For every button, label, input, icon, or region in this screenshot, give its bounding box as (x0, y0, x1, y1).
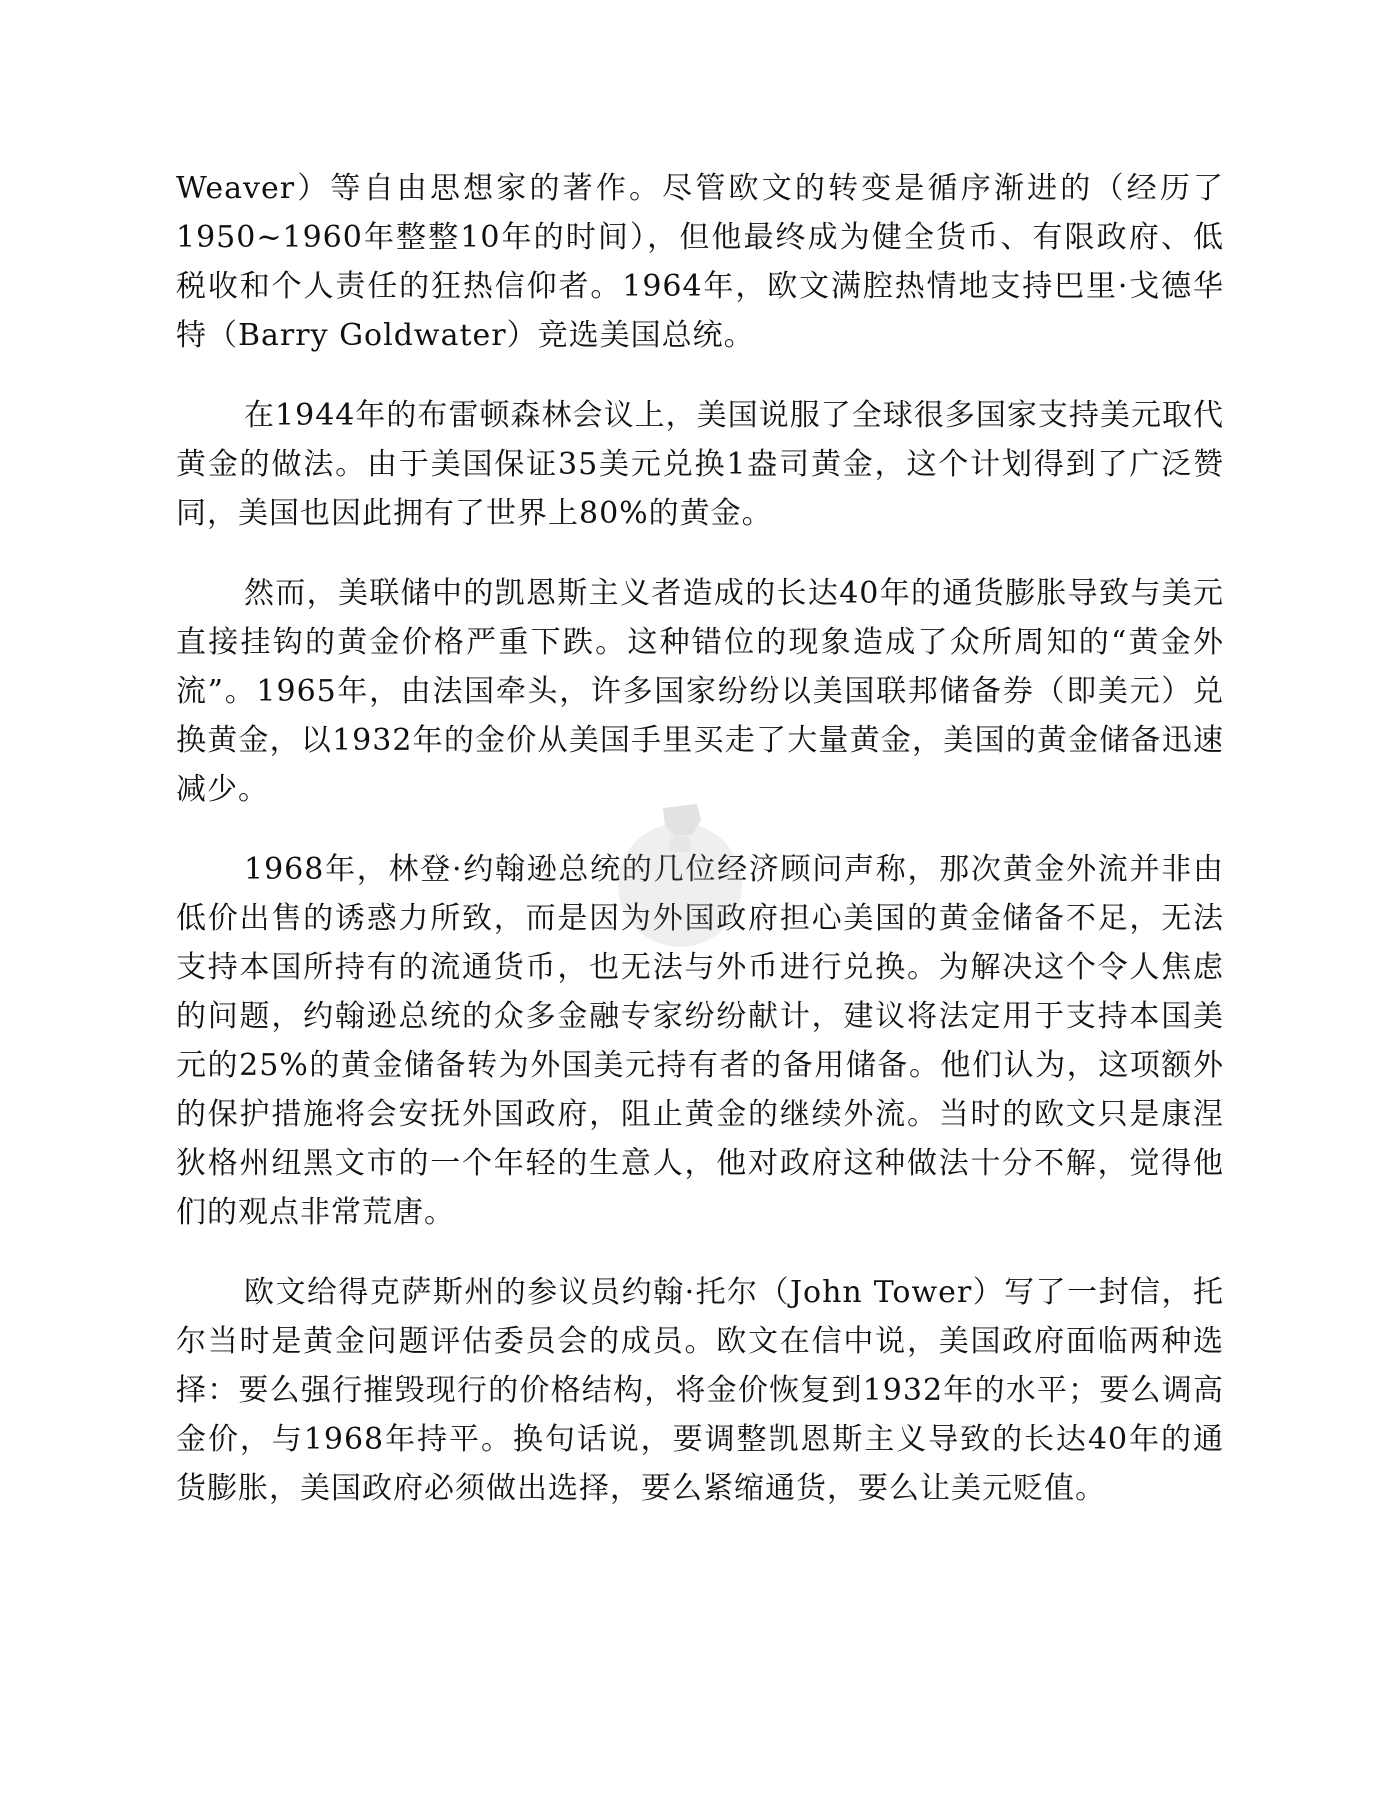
paragraph-1: Weaver）等自由思想家的著作。尽管欧文的转变是循序渐进的（经历了1950~1960年整整10年的时间），但他最终成为健全货币、有限政府、低税收和个人责任的狂热信仰者。1964年，欧文满腔热情地支持巴里·戈德华特（Barry Goldwater）竞选美国总统。 (176, 171, 1224, 353)
paragraph-4: 1968年，林登·约翰逊总统的几位经济顾问声称，那次黄金外流并非由低价出售的诱惑力所致，而是因为外国政府担心美国的黄金储备不足，无法支持本国所持有的流通货币，也无法与外币进行兑换。为解决这个令人焦虑的问题，约翰逊总统的众多金融专家纷纷献计，建议将法定用于支持本国美元的25%的黄金储备转为外国美元持有者的备用储备。他们认为，这项额外的保护措施将会安抚外国政府，阻止黄金的继续外流。当时的欧文只是康涅狄格州纽黑文市的一个年轻的生意人，他对政府这种做法十分不解，觉得他们的观点非常荒唐。 (176, 852, 1224, 1230)
paragraph-3: 然而，美联储中的凯恩斯主义者造成的长达40年的通货膨胀导致与美元直接挂钩的黄金价格严重下跌。这种错位的现象造成了众所周知的“黄金外流”。1965年，由法国牵头，许多国家纷纷以美国联邦储备券（即美元）兑换黄金，以1932年的金价从美国手里买走了大量黄金，美国的黄金储备迅速减少。 (176, 576, 1224, 807)
document-body (176, 164, 1224, 1544)
paragraph-5: 欧文给得克萨斯州的参议员约翰·托尔（John Tower）写了一封信，托尔当时是黄金问题评估委员会的成员。欧文在信中说，美国政府面临两种选择：要么强行摧毁现行的价格结构，将金价恢复到1932年的水平；要么调高金价，与1968年持平。换句话说，要调整凯恩斯主义导致的长达40年的通货膨胀，美国政府必须做出选择，要么紧缩通货，要么让美元贬值。 (176, 1275, 1224, 1506)
paragraph-2: 在1944年的布雷顿森林会议上，美国说服了全球很多国家支持美元取代黄金的做法。由于美国保证35美元兑换1盎司黄金，这个计划得到了广泛赞同，美国也因此拥有了世界上80%的黄金。 (176, 398, 1224, 531)
